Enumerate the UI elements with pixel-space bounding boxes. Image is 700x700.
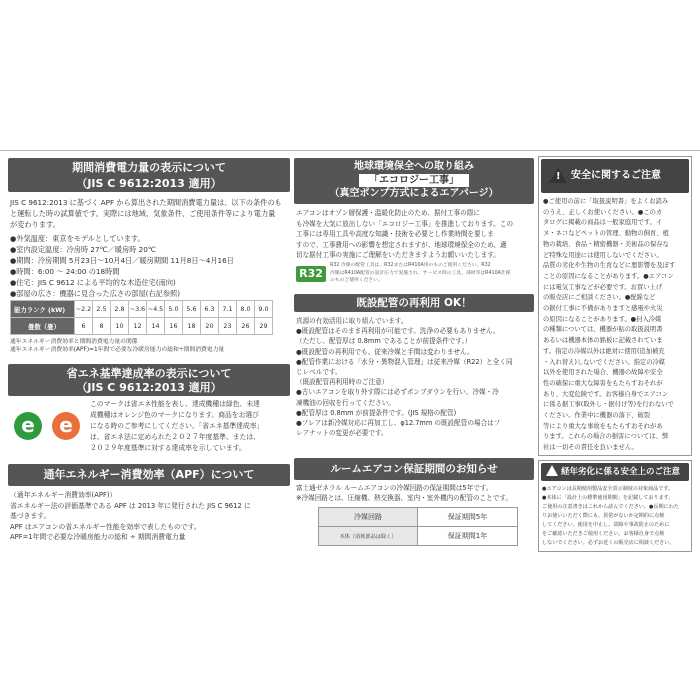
text-line: ・入れ替え)しないでください。指定の冷媒	[543, 358, 666, 366]
text-line: JIS C 9612:2013 に基づく APF から算出された期間消費電力量は、以下の条件のも	[10, 198, 282, 207]
section5-paragraph	[296, 316, 513, 438]
text-line: と運転した時の試算値です。実際には地域、気象条件、ご使用条件等により電力量	[10, 209, 276, 218]
section4-title: 地球環境保全への取り組み	[354, 161, 474, 172]
section1-paragraph	[10, 197, 282, 299]
mat-cell: 18	[183, 318, 201, 335]
rank-cell: ~2.2	[75, 301, 93, 318]
text-line: ●古いエアコンを取り外す際には必ずポンプダウンを行い、冷媒・冷	[296, 388, 499, 397]
text-line: ●本体に「設計上の標準使用期間」を記載しております。	[542, 495, 674, 501]
text-line: エアコンはオゾン層保護・温暖化防止のため、据付工事の際に	[296, 209, 481, 217]
section2-title: 省エネ基準達成率の表示について	[66, 367, 232, 380]
rank-cell: 2.5	[93, 301, 111, 318]
text-line: す。指定の冷媒以外は絶対に使用(追加補充	[543, 347, 665, 355]
text-line: 省エネルギー法の評価基準である APF は 2013 年に発行された JIS C 9612 に	[10, 501, 251, 510]
text-line: になる時のご参考にしてください。「省エネ基準達成率」	[90, 422, 264, 430]
condition-item: ●外気温度：東京をモデルとしています。	[10, 234, 145, 243]
section1-subtitle: （JIS C 9612:2013 適用）	[76, 177, 222, 190]
mat-cell: 12	[129, 318, 147, 335]
text-line: してください。使用を中止し、故障や事故防止のために	[542, 522, 670, 528]
rank-cell: 7.1	[219, 301, 237, 318]
mat-cell: 29	[255, 318, 273, 335]
text-line: 等により重大な事故をもたらすおそれがあ	[543, 422, 663, 430]
text-line: のものご使用ください。	[330, 278, 383, 284]
mat-cell: 20	[201, 318, 219, 335]
warning-icon: !	[549, 168, 567, 183]
condition-item: ●期間：冷房期間 5月23日〜10月4日／暖房期間 11月8日〜4月16日	[10, 256, 234, 265]
text-line: タログに掲載の商品は一般家庭用です。イ	[543, 219, 663, 227]
row-label: 畳数（畳）	[11, 318, 75, 335]
text-line: ●既設配管はそのまま再利用が可能です。洗浄の必要もありません。	[296, 327, 500, 336]
warranty-label: 冷媒回路	[319, 508, 418, 527]
text-line: 真源の有効活用に取り組んでいます。	[296, 317, 408, 325]
text-line: （通年エネルギー消費効率(APF)）	[10, 491, 117, 499]
section8-title: 経年劣化に係る安全上のご注意	[561, 467, 681, 477]
text-line: じレベルです。	[296, 368, 342, 377]
text-line: （既設配管再利用時のご注意）	[296, 378, 389, 387]
logo-letter: e	[21, 413, 35, 437]
text-line: りお使いいただく際にも、異常がないか定期的に点検	[542, 513, 665, 519]
text-line: に係る据工事(取外し・据付け等)を行わないで	[543, 401, 674, 409]
text-line: 物の栽培、食品・精密機器・美術品の保存な	[543, 240, 669, 248]
mat-cell: 26	[237, 318, 255, 335]
section1-header	[8, 158, 290, 192]
text-line: ヌ・ネコなどペットの管理、動物の飼育、植	[543, 230, 669, 238]
text-line: 性の確保に重大な障害をもたらすおそれが	[543, 379, 663, 387]
mat-cell: 14	[147, 318, 165, 335]
text-line: 凍機油の回収を行ってください。	[296, 398, 395, 407]
condition-item: ●部屋の広さ：機器に見合った広さの部屋(右記参照)	[10, 289, 181, 298]
text-line: ります。これらの場合の損害については、弊	[543, 433, 669, 441]
section4-subtitle: 「エコロジー工事」	[359, 174, 469, 187]
condition-item: ●室内設定温度：冷房時 27℃／暖房時 20℃	[10, 245, 156, 254]
text-line: あるいは機器本体の銘板に記載されていま	[543, 337, 663, 345]
row-label: 能力ランク (kW)	[11, 301, 75, 318]
capacity-table	[10, 300, 273, 335]
text-line: ●配管作業における「水分・異物混入管理」は従来冷媒（R22）と全く同	[296, 357, 513, 366]
mat-cell: 6	[75, 318, 93, 335]
text-line: ●配管厚は 0.8mm が前提条件です。(JIS 規格の配管)	[296, 408, 457, 417]
green-achievement-icon	[14, 412, 42, 440]
warning-icon	[546, 465, 558, 476]
rank-cell: ~4.5	[147, 301, 165, 318]
text-line: ご使用の注意書きはこれから読んでください。●長期にわた	[542, 504, 679, 510]
table-row	[319, 508, 518, 527]
text-line: 以外を使用された場合、機器の故障や安全	[543, 369, 663, 377]
mat-cell: 8	[93, 318, 111, 335]
section7-header	[541, 159, 689, 193]
text-line: 品質の劣化や生物の生育などに悪影響を及ぼす	[543, 262, 676, 270]
mat-cell: 16	[165, 318, 183, 335]
table-row	[11, 318, 273, 335]
section8-header	[541, 463, 689, 481]
text-line: ください。作業中に機器の落下、破裂	[543, 412, 651, 420]
section3-title: 通年エネルギー消費効率（APF）について	[43, 468, 255, 481]
section7-title: 安全に関するご注意	[571, 170, 661, 181]
text-line: 社は一切その責任を負いません。	[543, 444, 638, 452]
text-line: も冷媒を大気に放出しない「エコロジー工事」を推進しております。この	[296, 219, 514, 228]
text-line: ●フレアは新冷媒対応に再加工し、φ12.7mm の既設配管の場合はフ	[296, 419, 501, 428]
text-line: 富士通ゼネラル ルームエアコンの冷媒回路の保証期間は5年です。	[296, 484, 493, 492]
text-line: の販売店にご相談ください。●配線など	[543, 294, 656, 302]
text-line: 工事には専用工具や高度な知識・技術を必要とし作業時間を要しま	[296, 230, 494, 238]
text-line: 基づきます。	[10, 512, 51, 520]
logo-letter: e	[59, 413, 73, 437]
text-line: 切な据付工事の実施にご理解をいただきますようお願いいたします。	[296, 251, 500, 259]
table-row	[319, 527, 518, 546]
r32-label: R32	[299, 267, 323, 280]
text-line: あり、大変危険です。お客様自身でエアコン	[543, 390, 669, 398]
orange-achievement-icon	[52, 412, 80, 440]
rank-cell: 6.3	[201, 301, 219, 318]
r32-note	[330, 262, 511, 285]
section5-header	[294, 294, 534, 312]
text-line: の据付工事に不備がありますと感電や火災	[543, 305, 663, 313]
r32-badge	[296, 266, 326, 282]
text-line: ど特殊な用途には使用しないでください。	[543, 251, 663, 259]
section6-title: ルームエアコン保証期間のお知らせ	[330, 463, 498, 475]
table-row	[11, 301, 273, 318]
section3-header	[8, 464, 290, 486]
text-line: は、省エネ法に定められた２０２７年度基準、または、	[90, 433, 260, 441]
rank-cell: 2.8	[111, 301, 129, 318]
section4-subtitle-2: （真空ポンプ方式によるエアパージ）	[329, 188, 499, 199]
text-line: このマークは省エネ性能を表し、達成機種は緑色、未達	[90, 400, 260, 408]
text-line: ※冷媒回路とは、圧縮機、熱交換器、室内・室外機内の配管のことです。	[296, 494, 512, 503]
text-line: をご確認いただきご使用ください。お客様自身で点検	[542, 531, 665, 537]
rank-cell: 5.6	[183, 301, 201, 318]
text-line: ●既設配管の再利用でも、従来冷媒と手間は変わりません。	[296, 347, 474, 356]
text-line: ●ご使用の前に「取扱説明書」をよくお読み	[543, 198, 669, 205]
section4-paragraph	[296, 208, 513, 261]
section7-paragraph	[543, 197, 675, 454]
condition-item: ●住宅：JIS C 9612 による平均的な木造住宅(南向)	[10, 278, 176, 287]
condition-item: ●時間：6:00 〜 24:00 の18時間	[10, 267, 120, 276]
text-line: が変わります。	[10, 220, 60, 229]
section6-header	[294, 458, 534, 480]
text-line: R32 冷媒の配管工具は、R32またはR410A用のものご使用ください。R32	[330, 263, 491, 268]
page-divider	[0, 150, 700, 151]
aging-notice-box	[538, 460, 692, 552]
text-line: ●エアコンは長期使用製品安全表示制度の対象商品です。	[542, 486, 674, 492]
section2-subtitle: （JIS C 9612:2013 適用）	[76, 381, 222, 394]
table-caption: 通年エネルギー消費効率と期間消費電力量の関係	[10, 339, 138, 345]
text-line: しないでください。必ずお近くの販売店に相談ください。	[542, 540, 675, 546]
section4-header	[294, 158, 534, 204]
section5-title: 既設配管の再利用 OK！	[356, 297, 472, 309]
warranty-value: 保証期間1年	[418, 527, 518, 546]
rank-cell: ~3.6	[129, 301, 147, 318]
text-line: レアナットの変更が必要です。	[296, 429, 388, 438]
text-line: 成機種はオレンジ色のマークになります。商品をお選び	[90, 411, 260, 419]
text-line: ことの原因になることがあります。●エアコン	[543, 272, 674, 280]
safety-notice-box	[538, 156, 692, 456]
section1-title: 期間消費電力量の表示について	[72, 161, 226, 174]
section2-paragraph	[90, 399, 263, 454]
rank-cell: 9.0	[255, 301, 273, 318]
section3-paragraph	[10, 490, 251, 543]
text-line: 冷媒はR410A配管の設計圧力で実施され、サービス時の工具、部材等はR410A仕様	[330, 270, 511, 276]
mat-cell: 10	[111, 318, 129, 335]
mat-cell: 23	[219, 318, 237, 335]
rank-cell: 8.0	[237, 301, 255, 318]
text-line: ２０２９年度基準に対する達成率を示しています。	[90, 444, 246, 452]
section8-paragraph	[542, 485, 679, 548]
warranty-value: 保証期間5年	[418, 508, 518, 527]
text-line: （ただし、配管厚は 0.8mm であることが前提条件です。）	[296, 337, 472, 346]
text-line: の種類については、機器が貼の取扱説明書	[543, 326, 663, 334]
section2-header	[8, 364, 290, 396]
capacity-table-wrap	[10, 300, 273, 354]
warranty-table	[318, 507, 518, 546]
text-line: APF=1年間で必要な冷暖房能力の総和 ÷ 期間消費電力量	[10, 533, 186, 541]
table-footnote: 通年エネルギー消費効率(APF)=1年間で必要な冷暖房能力の総和÷期間消費電力量	[10, 347, 225, 353]
text-line: の原因になることがあります。●封入冷媒	[543, 315, 662, 323]
rank-cell: 5.0	[165, 301, 183, 318]
text-line: すので、工事費用への影響を想定されますが、地球環境保全のため、適	[296, 240, 507, 249]
section6-paragraph	[296, 483, 512, 503]
warranty-label: 本体（消耗部品は除く）	[319, 527, 418, 546]
text-line: APF はエアコンの省エネルギー性能を効率で表したものです。	[10, 522, 201, 531]
text-line: のうえ、正しくお使いください。●このカ	[543, 208, 663, 216]
text-line: には電気工事などが必要です。お買い上げ	[543, 283, 663, 291]
